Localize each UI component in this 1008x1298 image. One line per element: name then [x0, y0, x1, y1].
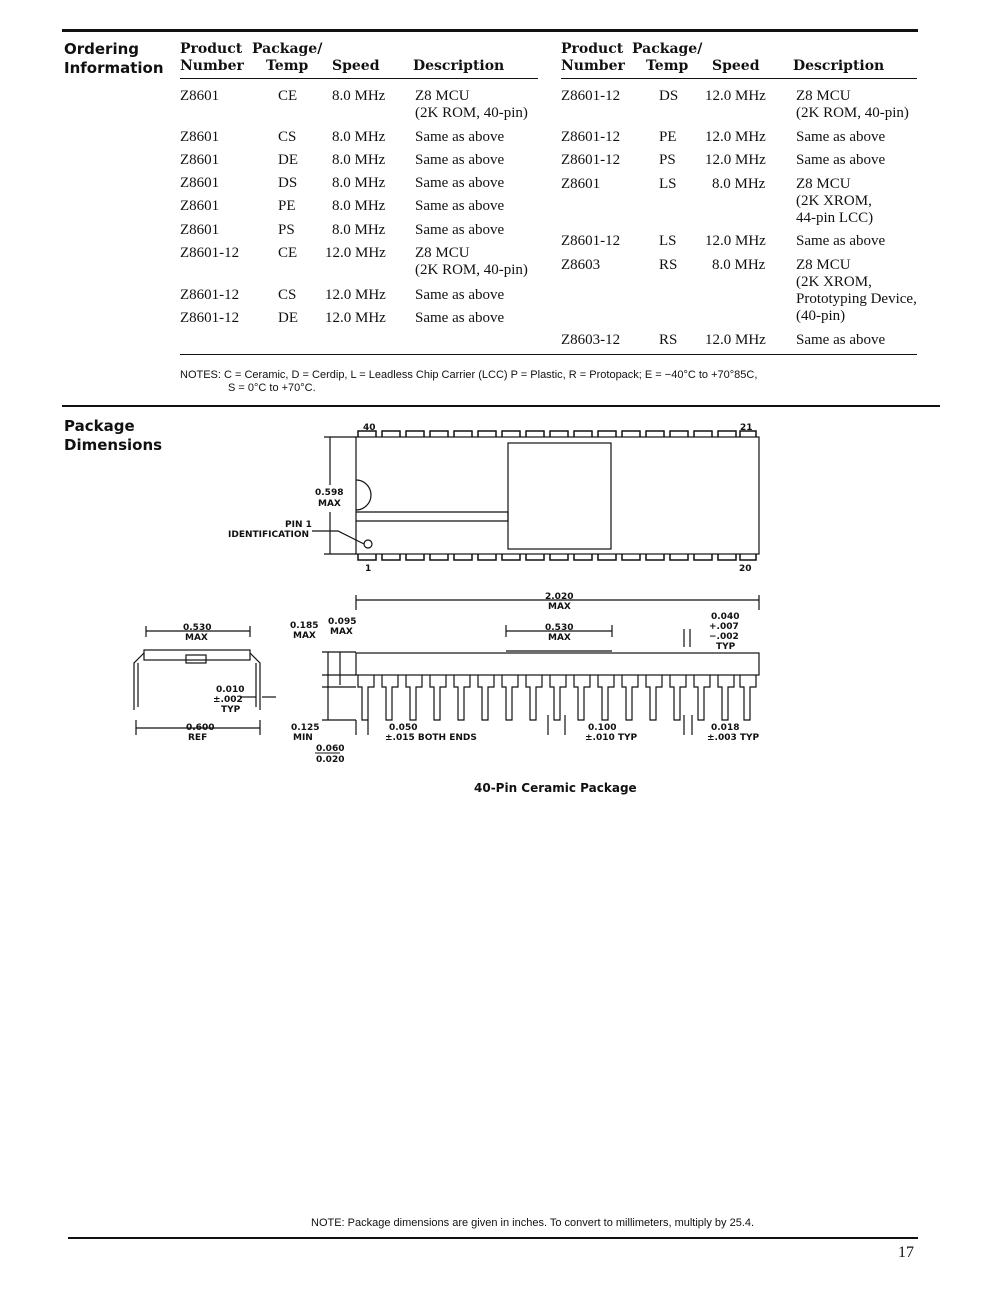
label-598: 0.598 — [315, 488, 344, 498]
left-row-4-package: DS — [278, 175, 298, 191]
left-row-9-product: Z8601-12 — [180, 310, 240, 326]
desc-line: Z8 MCU — [796, 88, 851, 104]
right-row-7-package: RS — [659, 332, 678, 348]
pin1-dot — [364, 540, 372, 548]
left-row-5-package: PE — [278, 198, 296, 214]
label-040: 0.040 — [711, 612, 740, 622]
ordering-heading — [64, 40, 164, 78]
top-pins — [358, 431, 756, 560]
right-row-6-speed: 8.0 MHz — [712, 257, 766, 273]
desc-line: (2K ROM, 40-pin) — [415, 105, 528, 121]
ordering-heading-line1: Ordering — [64, 40, 140, 58]
label-600: 0.600 — [186, 723, 215, 733]
left-row-6-package: PS — [278, 222, 295, 238]
right-row-4-desc — [796, 176, 873, 227]
top-rule — [62, 29, 918, 32]
left-row-3-speed: 8.0 MHz — [332, 152, 386, 168]
right-row-1-speed: 12.0 MHz — [705, 88, 766, 104]
desc-line: (2K XROM, — [796, 193, 872, 209]
left-row-1-desc — [415, 88, 528, 122]
side-leads — [358, 675, 756, 720]
header-product-line1: Product — [561, 41, 624, 57]
label-end-530-max: MAX — [185, 633, 208, 643]
label-020: 0.020 — [316, 755, 345, 765]
left-row-1-product: Z8601 — [180, 88, 220, 104]
label-018: 0.018 — [711, 723, 740, 733]
label-095: 0.095 — [328, 617, 357, 627]
right-row-2-desc: Same as above — [796, 129, 886, 145]
left-row-8-desc: Same as above — [415, 287, 505, 303]
left-row-1-speed: 8.0 MHz — [332, 88, 386, 104]
left-row-7-desc — [415, 245, 528, 279]
right-row-5-package: LS — [659, 233, 677, 249]
bottom-rule — [68, 1237, 918, 1239]
package-caption: 40-Pin Ceramic Package — [474, 781, 637, 795]
left-row-5-product: Z8601 — [180, 198, 220, 214]
left-header-speed: Speed — [332, 58, 380, 74]
left-header-package — [252, 41, 322, 75]
left-row-1-package: CE — [278, 88, 298, 104]
right-row-7-speed: 12.0 MHz — [705, 332, 766, 348]
right-header-description: Description — [793, 58, 885, 74]
header-product-line1: Product — [180, 41, 243, 57]
left-row-3-package: DE — [278, 152, 298, 168]
label-040-tol2: −.002 — [709, 632, 739, 642]
label-010: 0.010 — [216, 685, 245, 695]
label-side-530: 0.530 — [545, 623, 574, 633]
label-598-max: MAX — [318, 499, 341, 509]
section-rule — [62, 405, 940, 407]
left-row-2-desc: Same as above — [415, 129, 505, 145]
label-185: 0.185 — [290, 621, 319, 631]
label-side-530-max: MAX — [548, 633, 571, 643]
label-pin40: 40 — [363, 423, 376, 433]
right-header-package — [632, 41, 702, 75]
left-row-4-product: Z8601 — [180, 175, 220, 191]
right-row-6-package: RS — [659, 257, 678, 273]
left-row-8-speed: 12.0 MHz — [325, 287, 386, 303]
right-row-5-desc: Same as above — [796, 233, 886, 249]
label-010-tol: ±.002 — [213, 695, 243, 705]
label-060: 0.060 — [316, 744, 345, 754]
header-product-line2: Number — [180, 58, 244, 74]
footer-note: NOTE: Package dimensions are given in inches. To convert to millimeters, multiply by 25.4. — [311, 1217, 755, 1229]
label-018-tol: ±.003 TYP — [707, 733, 760, 743]
right-header-product — [561, 41, 625, 75]
page-number: 17 — [898, 1244, 914, 1261]
left-row-9-package: DE — [278, 310, 298, 326]
left-row-4-speed: 8.0 MHz — [332, 175, 386, 191]
top-view-body — [356, 437, 759, 554]
label-040-tol1: +.007 — [709, 622, 739, 632]
right-row-2-product: Z8601-12 — [561, 129, 621, 145]
label-600-ref: REF — [188, 733, 208, 743]
label-end-530: 0.530 — [183, 623, 212, 633]
left-header-rule — [180, 78, 538, 79]
desc-line: (2K ROM, 40-pin) — [796, 105, 909, 121]
desc-line: Z8 MCU — [415, 245, 470, 261]
label-125-min: MIN — [293, 733, 313, 743]
left-header-product — [180, 41, 244, 75]
right-row-2-speed: 12.0 MHz — [705, 129, 766, 145]
desc-line: 44-pin LCC) — [796, 210, 874, 226]
right-row-6-desc — [796, 257, 917, 325]
label-pin1: 1 — [365, 564, 372, 574]
desc-line: Prototyping Device, — [796, 291, 917, 307]
label-100: 0.100 — [588, 723, 617, 733]
left-row-7-package: CE — [278, 245, 298, 261]
label-pin21: 21 — [740, 423, 753, 433]
right-row-1-product: Z8601-12 — [561, 88, 621, 104]
right-row-6-product: Z8603 — [561, 257, 601, 273]
left-row-8-package: CS — [278, 287, 297, 303]
left-row-9-speed: 12.0 MHz — [325, 310, 386, 326]
header-package-line1: Package/ — [632, 41, 703, 57]
label-040-typ: TYP — [716, 642, 736, 652]
top-view-step — [356, 512, 508, 521]
label-pin1-id-2: IDENTIFICATION — [228, 530, 310, 540]
label-100-tol: ±.010 TYP — [585, 733, 638, 743]
left-row-4-desc: Same as above — [415, 175, 505, 191]
right-row-1-desc — [796, 88, 909, 122]
right-row-3-product: Z8601-12 — [561, 152, 621, 168]
right-row-3-package: PS — [659, 152, 676, 168]
right-row-4-product: Z8601 — [561, 176, 601, 192]
left-row-5-speed: 8.0 MHz — [332, 198, 386, 214]
right-header-speed: Speed — [712, 58, 760, 74]
ordering-notes — [180, 369, 757, 395]
left-row-7-speed: 12.0 MHz — [325, 245, 386, 261]
ordering-heading-line2: Information — [64, 59, 164, 77]
left-row-9-desc: Same as above — [415, 310, 505, 326]
left-header-description: Description — [413, 58, 505, 74]
right-row-4-speed: 8.0 MHz — [712, 176, 766, 192]
label-pin20: 20 — [739, 564, 752, 574]
right-row-2-package: PE — [659, 129, 677, 145]
desc-line: Z8 MCU — [796, 257, 851, 273]
desc-line: (2K XROM, — [796, 274, 872, 290]
label-050-tol: ±.015 BOTH ENDS — [385, 733, 477, 743]
right-header-rule — [561, 78, 917, 79]
left-row-7-product: Z8601-12 — [180, 245, 240, 261]
right-row-7-desc: Same as above — [796, 332, 886, 348]
left-row-3-desc: Same as above — [415, 152, 505, 168]
right-row-5-speed: 12.0 MHz — [705, 233, 766, 249]
left-row-2-speed: 8.0 MHz — [332, 129, 386, 145]
notes-line1: NOTES: C = Ceramic, D = Cerdip, L = Leadless Chip Carrier (LCC) P = Plastic, R = Protopack; E = −40°C to +70°85C, — [180, 369, 758, 381]
top-view-lid — [508, 443, 611, 549]
package-heading-line2: Dimensions — [64, 436, 163, 454]
left-row-2-product: Z8601 — [180, 129, 220, 145]
label-2020: 2.020 — [545, 592, 574, 602]
left-row-6-product: Z8601 — [180, 222, 220, 238]
desc-line: Z8 MCU — [415, 88, 470, 104]
label-125: 0.125 — [291, 723, 320, 733]
right-row-5-product: Z8601-12 — [561, 233, 621, 249]
left-row-8-product: Z8601-12 — [180, 287, 240, 303]
right-row-7-product: Z8603-12 — [561, 332, 621, 348]
header-package-line1: Package/ — [252, 41, 323, 57]
label-010-typ: TYP — [221, 705, 241, 715]
notch — [356, 480, 371, 510]
right-row-4-package: LS — [659, 176, 677, 192]
left-row-3-product: Z8601 — [180, 152, 220, 168]
desc-line: Z8 MCU — [796, 176, 851, 192]
label-2020-max: MAX — [548, 602, 571, 612]
package-heading-line1: Package — [64, 417, 135, 435]
label-050: 0.050 — [389, 723, 418, 733]
right-row-3-desc: Same as above — [796, 152, 886, 168]
header-package-line2: Temp — [646, 58, 689, 74]
side-view-body — [356, 653, 759, 675]
desc-line: (2K ROM, 40-pin) — [415, 262, 528, 278]
left-row-6-desc: Same as above — [415, 222, 505, 238]
notes-line2: S = 0°C to +70°C. — [228, 382, 316, 394]
package-diagram — [0, 415, 1008, 785]
header-package-line2: Temp — [266, 58, 309, 74]
header-product-line2: Number — [561, 58, 625, 74]
left-row-6-speed: 8.0 MHz — [332, 222, 386, 238]
left-row-2-package: CS — [278, 129, 297, 145]
left-row-5-desc: Same as above — [415, 198, 505, 214]
label-095-max: MAX — [330, 627, 353, 637]
desc-line: (40-pin) — [796, 308, 846, 324]
label-185-max: MAX — [293, 631, 316, 641]
right-row-3-speed: 12.0 MHz — [705, 152, 766, 168]
label-pin1-id-1: PIN 1 — [285, 520, 312, 530]
right-row-1-package: DS — [659, 88, 679, 104]
table-bottom-rule — [180, 354, 917, 355]
